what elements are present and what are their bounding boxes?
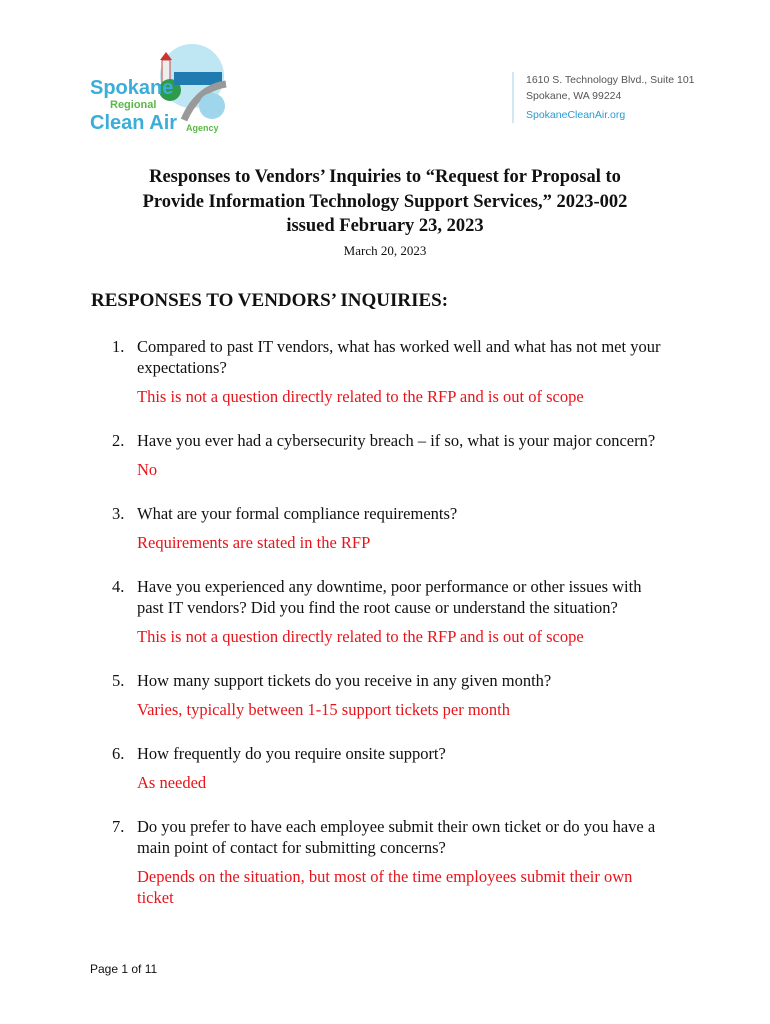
question-item — [112, 816, 672, 908]
question-item — [112, 743, 672, 793]
question-item — [112, 503, 672, 553]
question-item — [112, 576, 672, 647]
question-item — [112, 336, 672, 407]
title-line: issued February 23, 2023 — [286, 216, 484, 236]
question-number: 1. — [112, 337, 125, 356]
question-text: Have you ever had a cybersecurity breach – if so, what is your major concern? — [137, 431, 656, 450]
logo-text: Spokane — [90, 77, 174, 99]
question-number: 4. — [112, 577, 125, 596]
logo-text: Clean Air — [90, 112, 178, 134]
question-number: 5. — [112, 671, 125, 690]
agency-address — [512, 72, 695, 123]
question-number: 2. — [112, 431, 125, 450]
website-link[interactable]: SpokaneCleanAir.org — [526, 109, 626, 121]
answer-text: This is not a question directly related to the RFP and is out of scope — [137, 387, 584, 406]
title-line: Responses to Vendors’ Inquiries to “Request for Proposal to — [149, 167, 621, 187]
question-text: How frequently do you require onsite support? — [137, 744, 446, 763]
section-heading: RESPONSES TO VENDORS’ INQUIRIES: — [91, 290, 449, 311]
address-line: Spokane, WA 99224 — [526, 90, 622, 102]
question-text: What are your formal compliance requirements? — [137, 504, 458, 523]
question-text: Compared to past IT vendors, what has worked well and what has not met your expectations? — [137, 337, 661, 377]
logo-text: Agency — [186, 123, 219, 133]
question-number: 3. — [112, 504, 125, 523]
question-text: Have you experienced any downtime, poor performance or other issues with past IT vendors? Did you find the root cause or understand the situation? — [137, 577, 642, 617]
question-number: 7. — [112, 817, 125, 836]
logo-text: Regional — [110, 99, 157, 111]
answer-text: This is not a question directly related to the RFP and is out of scope — [137, 627, 584, 646]
question-text: Do you prefer to have each employee submit their own ticket or do you have a main point of contact for submitting concerns? — [137, 817, 656, 857]
answer-text: As needed — [137, 773, 207, 792]
question-item — [112, 430, 672, 480]
title-line: Provide Information Technology Support Services,” 2023-002 — [142, 191, 628, 212]
page-number: Page 1 of 11 — [90, 962, 158, 976]
document-title — [60, 165, 710, 239]
question-number: 6. — [112, 744, 125, 763]
answer-text: No — [137, 460, 158, 479]
agency-logo — [88, 40, 238, 140]
question-text: How many support tickets do you receive in any given month? — [137, 671, 552, 690]
answer-text: Requirements are stated in the RFP — [137, 533, 371, 552]
answer-text: Depends on the situation, but most of the time employees submit their own ticket — [137, 867, 633, 907]
question-list — [112, 336, 672, 931]
question-item — [112, 670, 672, 720]
document-date: March 20, 2023 — [343, 243, 427, 258]
address-line: 1610 S. Technology Blvd., Suite 101 — [526, 74, 695, 86]
answer-text: Varies, typically between 1-15 support tickets per month — [137, 700, 510, 719]
